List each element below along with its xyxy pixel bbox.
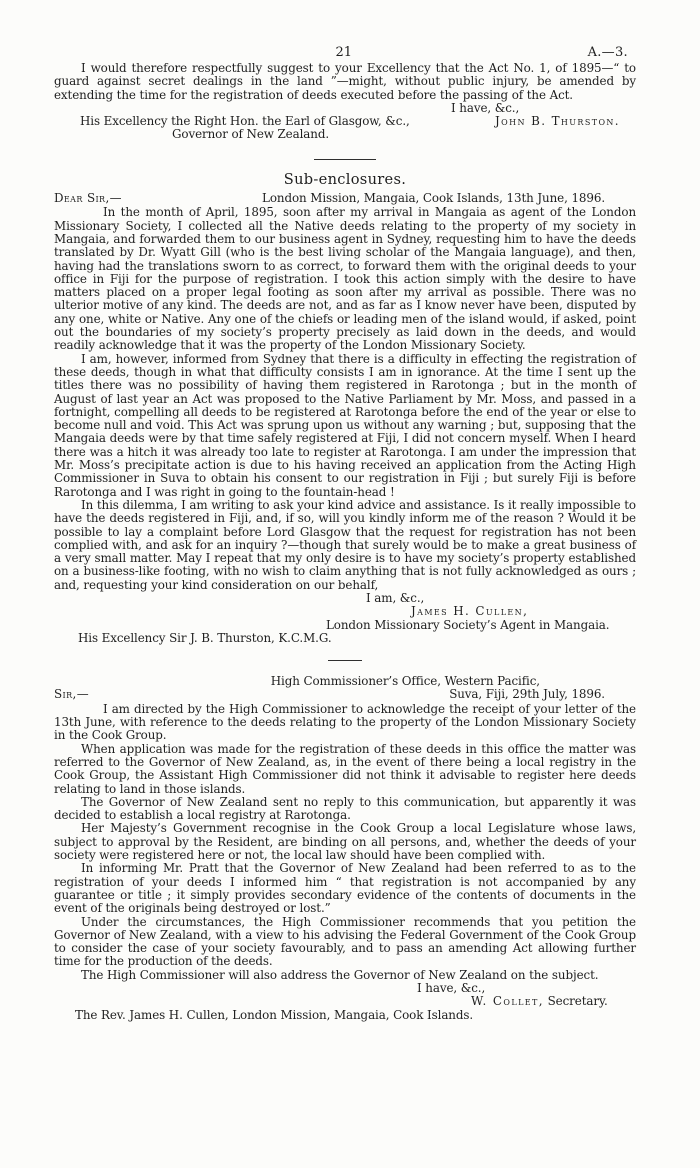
letter-paragraph: I am, however, informed from Sydney that there is a difficulty in effecting the registration of these deeds, though in what that difficulty consists I am in ignorance. At the time I sent up the titles there was no possibility of having them registered in Rarotonga ; but in the month of August of last year an Act was proposed to the Native Parliament by Mr. Moss, and passed in a fortnight, compelling all deeds to be registered at Rarotonga before the end of the year or else to become null and void. This Act was sprung upon us without any warning ; but, supposing that the Mangaia deeds were by that time safely registered at Fiji, I did not concern myself. When I heard there was a hitch it was already too late to register at Rarotonga. I am under the impression that Mr. Moss’s precipitate action is due to his having received an application from the Acting High Commissioner in Suva to obtain his consent to our registration in Fiji ; but surely Fiji is before Rarotonga and I was right in going to the fountain-head ! — [54, 351, 636, 499]
salutation: Dear Sir,— — [54, 191, 122, 206]
signature-role: Secretary. — [547, 994, 608, 1009]
letter-thurston — [54, 62, 636, 142]
signature — [411, 605, 636, 618]
dateline: Suva, Fiji, 29th July, 1896. — [449, 687, 605, 702]
letter-paragraph: When application was made for the registration of these deeds in this office the matter was referred to the Governor of New Zealand, as, in the event of there being a local registry in the Cook Group, the Assistant High Commissioner did not think it advisable to register here deeds relating to land in those islands. — [54, 741, 636, 796]
letter-paragraph: In informing Mr. Pratt that the Governor of New Zealand had been referred to as to the registration of your deeds I informed him “ that registration is not accompanied by any guarantee or title ; it simply provides secondary evidence of the contents of documents in the event of the originals being destroyed or lost.” — [54, 861, 636, 916]
letter-paragraph: In the month of April, 1895, soon after my arrival in Mangaia as agent of the London Missionary Society, I collected all the Native deeds relating to the property of my society in Mangaia, and forwarded them to our business agent in Sydney, requesting him to have the deeds translated by Dr. Wyatt Gill (who is the best living scholar of the Mangaia language), and then, having had the translations sworn to as correct, to forward them with the original deeds to your office in Fiji for the purpose of registration. I took this action simply with the desire to have matters placed on a proper legal footing as soon after my arrival as possible. There was no ulterior motive of any kind. The deeds are not, and as far as I know never have been, disputed by any one, white or Native. Any one of the chiefs or leading men of the island would, if asked, point out the boundaries of my society’s property precisely as laid down in the deeds, and would readily acknowledge that it was the property of the London Missionary Society. — [54, 205, 636, 353]
letter-paragraph: Under the circumstances, the High Commissioner recommends that you petition the Governor of New Zealand, with a view to his advising the Federal Government of the Cook Group to consider the case of your society favourably, and to pass an amending Act allowing further time for the production of the deeds. — [54, 914, 636, 969]
valediction: I have, &c., — [451, 100, 520, 115]
signature: John B. Thurston. — [494, 114, 620, 129]
page-number: 21 — [335, 45, 352, 60]
office-line: High Commissioner’s Office, Western Pacific, — [270, 674, 540, 689]
signature — [471, 995, 636, 1008]
addressee-line: His Excellency the Right Hon. the Earl of Glasgow, &c., — [80, 114, 410, 129]
salutation-row — [54, 688, 636, 701]
signature-role: London Missionary Society’s Agent in Mangaia. — [326, 617, 610, 632]
letter-collet — [54, 675, 636, 1022]
salutation-row — [54, 192, 636, 205]
letter-cullen — [54, 192, 636, 645]
signature-name: James H. Cullen, — [411, 604, 529, 619]
sub-enclosures-heading: Sub-enclosures. — [283, 170, 407, 188]
letter-paragraph: I would therefore respectfully suggest to your Excellency that the Act No. 1, of 1895—“ to guard against secret dealings in the land ”—might, without public injury, be amended by extending the time for the registration of deeds executed before the passing of the Act. — [54, 61, 636, 102]
document-reference: A.—3. — [587, 45, 628, 60]
valediction: I am, &c., — [366, 590, 425, 605]
dateline: London Mission, Mangaia, Cook Islands, 13th June, 1896. — [262, 191, 605, 206]
letter-paragraph: The Governor of New Zealand sent no reply to this communication, but apparently it was decided to establish a local registry at Rarotonga. — [54, 794, 636, 823]
valediction: I have, &c., — [417, 981, 486, 995]
page-header — [54, 46, 636, 62]
signature-name: W. Collet, — [471, 994, 544, 1009]
addressee-signature-row — [54, 115, 636, 128]
addressee-line: Governor of New Zealand. — [172, 127, 330, 142]
letter-paragraph: In this dilemma, I am writing to ask your kind advice and assistance. Is it really impossible to have the deeds registered in Fiji, and, if so, will you kindly inform me of the reason ? Would it be possible to lay a complaint before Lord Glasgow that the request for registration has not been complied with, and ask for an inquiry ?—though that surely would be to make a great business of a very small matter. May I repeat that my only desire is to have my society’s property established on a business-like footing, with no wish to claim anything that is not fully acknowledged as ours ; and, requesting your kind consideration on our behalf, — [54, 497, 636, 592]
letter-paragraph: I am directed by the High Commissioner to acknowledge the receipt of your letter of the 13th June, with reference to the deeds relating to the property of the London Missionary Society in the Cook Group. — [54, 701, 636, 743]
addressee-line: The Rev. James H. Cullen, London Mission, Mangaia, Cook Islands. — [75, 1007, 474, 1022]
addressee-line: His Excellency Sir J. B. Thurston, K.C.M.G. — [78, 630, 332, 645]
letter-paragraph: The High Commissioner will also address the Governor of New Zealand on the subject. — [81, 967, 599, 982]
salutation: Sir,— — [54, 687, 89, 702]
section-divider — [328, 660, 362, 661]
letter-paragraph: Her Majesty’s Government recognise in the Cook Group a local Legislature whose laws, subject to approval by the Resident, are binding on all persons, and, whether the deeds of your society were registered here or not, the local law should have been complied with. — [54, 821, 636, 863]
section-divider — [314, 159, 376, 160]
